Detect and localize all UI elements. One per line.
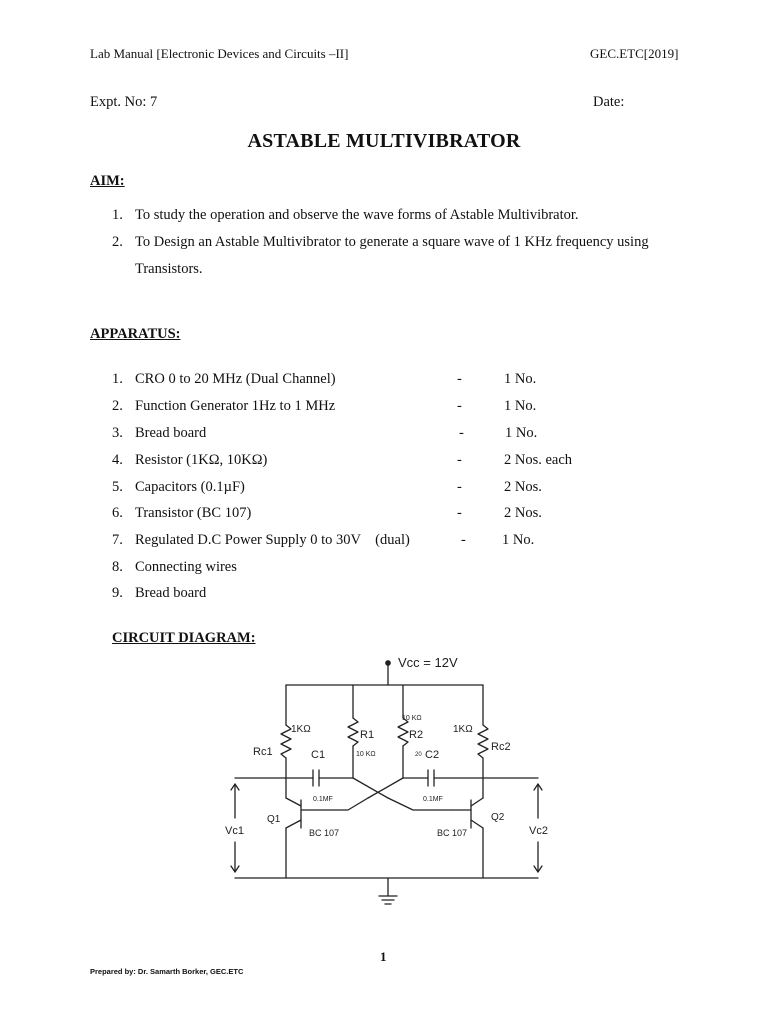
r1-label: R1 bbox=[360, 729, 375, 741]
page-number: 1 bbox=[380, 949, 387, 964]
q2-label: Q2 bbox=[491, 812, 505, 823]
apparatus-list bbox=[0, 371, 768, 611]
apparatus-name: Regulated D.C Power Supply 0 to 30V (dual) bbox=[135, 532, 410, 548]
rc1-value: 1KΩ bbox=[291, 724, 311, 735]
aim-item-text: To study the operation and observe the wave forms of Astable Multivibrator. bbox=[135, 207, 579, 223]
apparatus-number: 5. bbox=[112, 479, 123, 495]
aim-heading: AIM: bbox=[90, 173, 125, 189]
vcc-label: Vcc = 12V bbox=[398, 655, 458, 670]
rc2-value: 1KΩ bbox=[453, 724, 473, 735]
apparatus-dash: - bbox=[457, 505, 462, 521]
apparatus-quantity: 2 Nos. bbox=[504, 505, 542, 521]
apparatus-name: Connecting wires bbox=[135, 559, 237, 575]
apparatus-dash: - bbox=[457, 479, 462, 495]
apparatus-dash: - bbox=[457, 452, 462, 468]
r1-value: 10 KΩ bbox=[356, 751, 376, 758]
apparatus-quantity: 1 No. bbox=[504, 398, 537, 414]
apparatus-name: Function Generator 1Hz to 1 MHz bbox=[135, 398, 336, 414]
q2-part-number: BC 107 bbox=[437, 828, 468, 838]
c1-label: C1 bbox=[311, 749, 326, 761]
aim-item-number: 2. bbox=[112, 234, 123, 250]
apparatus-number: 6. bbox=[112, 505, 123, 521]
apparatus-name: Resistor (1KΩ, 10KΩ) bbox=[135, 452, 268, 468]
apparatus-dash: - bbox=[457, 398, 462, 414]
apparatus-number: 2. bbox=[112, 398, 123, 414]
r2-label: R2 bbox=[409, 729, 424, 741]
apparatus-number: 3. bbox=[112, 425, 123, 441]
apparatus-number: 8. bbox=[112, 559, 123, 575]
rc2-label: Rc2 bbox=[491, 741, 511, 753]
date-label: Date: bbox=[593, 94, 625, 110]
q1-label: Q1 bbox=[267, 814, 281, 825]
rc1-label: Rc1 bbox=[253, 746, 273, 758]
astable-circuit-schematic bbox=[213, 650, 553, 915]
q1-part-number: BC 107 bbox=[309, 828, 340, 838]
c2-label: C2 bbox=[425, 749, 440, 761]
apparatus-name: Bread board bbox=[135, 585, 207, 601]
apparatus-quantity: 1 No. bbox=[505, 425, 538, 441]
apparatus-number: 7. bbox=[112, 532, 123, 548]
page-title: ASTABLE MULTIVIBRATOR bbox=[247, 130, 521, 152]
experiment-number: Expt. No: 7 bbox=[90, 94, 158, 110]
apparatus-dash: - bbox=[459, 425, 464, 441]
r2-value: 10 KΩ bbox=[402, 715, 422, 722]
apparatus-number: 9. bbox=[112, 585, 123, 601]
footer-credit: Prepared by: Dr. Samarth Borker, GEC.ETC bbox=[90, 967, 244, 976]
aim-item-number: 1. bbox=[112, 207, 123, 223]
vc1-label: Vc1 bbox=[225, 825, 244, 837]
running-header-right: GEC.ETC[2019] bbox=[590, 46, 679, 61]
apparatus-number: 4. bbox=[112, 452, 123, 468]
aim-item-text: To Design an Astable Multivibrator to generate a square wave of 1 KHz frequency using bbox=[135, 234, 649, 250]
running-header-left: Lab Manual [Electronic Devices and Circuits –II] bbox=[90, 46, 349, 61]
circuit-diagram bbox=[213, 650, 553, 915]
apparatus-name: Capacitors (0.1µF) bbox=[135, 479, 245, 495]
aim-list bbox=[0, 207, 768, 287]
circuit-diagram-heading: CIRCUIT DIAGRAM: bbox=[112, 630, 256, 646]
apparatus-name: Bread board bbox=[135, 425, 207, 441]
apparatus-number: 1. bbox=[112, 371, 123, 387]
apparatus-heading: APPARATUS: bbox=[90, 326, 181, 342]
apparatus-quantity: 1 No. bbox=[504, 371, 537, 387]
apparatus-dash: - bbox=[461, 532, 466, 548]
apparatus-dash: - bbox=[457, 371, 462, 387]
vc2-label: Vc2 bbox=[529, 825, 548, 837]
aim-item-text-continued: Transistors. bbox=[135, 261, 203, 277]
apparatus-quantity: 2 Nos. each bbox=[504, 452, 573, 468]
apparatus-quantity: 1 No. bbox=[502, 532, 535, 548]
apparatus-name: CRO 0 to 20 MHz (Dual Channel) bbox=[135, 371, 336, 387]
apparatus-quantity: 2 Nos. bbox=[504, 479, 542, 495]
c2-value: 0.1MF bbox=[423, 796, 443, 803]
apparatus-name: Transistor (BC 107) bbox=[135, 505, 252, 521]
c1-value: 0.1MF bbox=[313, 796, 333, 803]
c2-mark: 20 bbox=[415, 752, 422, 758]
